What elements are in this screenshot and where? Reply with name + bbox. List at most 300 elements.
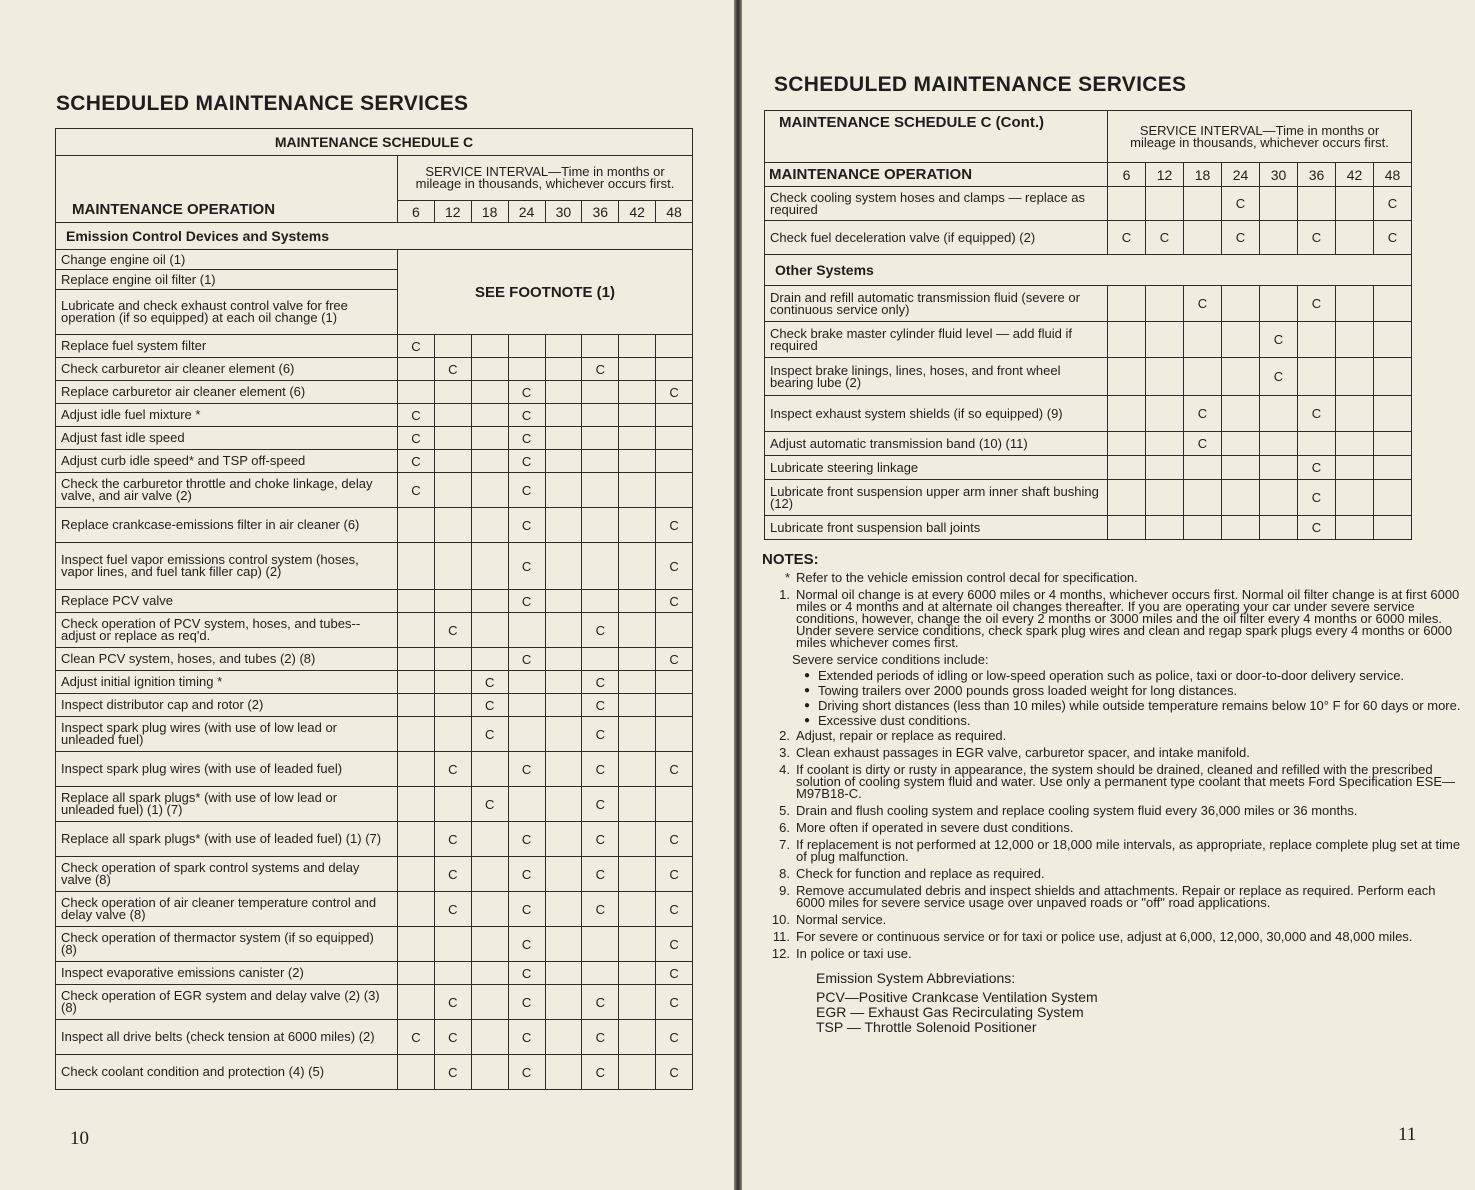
- service-cell: C: [582, 787, 619, 822]
- note-text: Check for function and replace as required.: [796, 866, 1045, 881]
- table-row: [56, 358, 693, 381]
- service-cell: [619, 962, 656, 985]
- service-cell: [1374, 456, 1412, 480]
- service-cell: C: [1374, 187, 1412, 221]
- service-cell: [398, 892, 435, 927]
- abbreviation-item: TSP — Throttle Solenoid Positioner: [816, 1019, 1037, 1035]
- interval-12: 12: [434, 201, 471, 223]
- service-cell: C: [1260, 358, 1298, 396]
- interval-48: 48: [656, 201, 693, 223]
- service-cell: [619, 671, 656, 694]
- service-cell: C: [1298, 396, 1336, 432]
- table-row: [56, 822, 693, 857]
- service-cell: C: [398, 335, 435, 358]
- service-cell: [656, 694, 693, 717]
- service-cell: [619, 822, 656, 857]
- service-cell: [434, 381, 471, 404]
- page-number: 11: [1398, 1124, 1417, 1145]
- service-cell: [434, 927, 471, 962]
- table-row: [56, 892, 693, 927]
- service-cell: C: [656, 590, 693, 613]
- interval-12: 12: [1146, 163, 1184, 187]
- service-cell: [1374, 516, 1412, 540]
- table-row: [56, 927, 693, 962]
- service-cell: [545, 543, 582, 590]
- service-cell: [1222, 432, 1260, 456]
- service-cell: [1260, 221, 1298, 255]
- service-cell: C: [582, 892, 619, 927]
- operation-label: Check the carburetor throttle and choke linkage, delay valve, and air valve (2): [56, 473, 398, 508]
- bullet-icon: ●: [804, 670, 811, 681]
- service-cell: C: [508, 381, 545, 404]
- service-cell: [471, 543, 508, 590]
- service-cell: C: [1298, 516, 1336, 540]
- table-row: [56, 694, 693, 717]
- service-cell: [656, 450, 693, 473]
- interval-18: 18: [471, 201, 508, 223]
- table-row: [765, 221, 1412, 255]
- page-title: SCHEDULED MAINTENANCE SERVICES: [56, 92, 469, 115]
- table-row: [765, 187, 1412, 221]
- service-cell: [619, 543, 656, 590]
- service-cell: [471, 927, 508, 962]
- service-cell: [508, 787, 545, 822]
- service-cell: [619, 335, 656, 358]
- service-cell: [471, 962, 508, 985]
- service-cell: [582, 962, 619, 985]
- service-cell: [398, 694, 435, 717]
- service-cell: [1222, 286, 1260, 322]
- service-cell: [656, 358, 693, 381]
- note-marker: 5.: [779, 803, 790, 818]
- operation-label: Inspect exhaust system shields (if so equipped) (9): [765, 396, 1108, 432]
- operation-label: Adjust fast idle speed: [56, 427, 398, 450]
- service-cell: [1146, 480, 1184, 516]
- service-cell: C: [434, 892, 471, 927]
- service-cell: [1222, 358, 1260, 396]
- service-cell: C: [1298, 286, 1336, 322]
- service-cell: [582, 543, 619, 590]
- service-cell: [545, 404, 582, 427]
- table-row: [56, 1055, 693, 1090]
- note-marker: 10.: [771, 912, 790, 927]
- service-cell: [1260, 187, 1298, 221]
- note-marker: 1.: [779, 587, 790, 602]
- service-cell: [619, 473, 656, 508]
- service-cell: [1260, 432, 1298, 456]
- service-cell: [545, 335, 582, 358]
- service-cell: C: [508, 752, 545, 787]
- service-cell: [582, 450, 619, 473]
- operation-label: Check carburetor air cleaner element (6): [56, 358, 398, 381]
- severe-condition-text: Excessive dust conditions.: [818, 713, 971, 728]
- page-title: SCHEDULED MAINTENANCE SERVICES: [774, 73, 1187, 96]
- service-cell: [471, 857, 508, 892]
- service-cell: [1184, 187, 1222, 221]
- note-marker: 7.: [779, 837, 790, 852]
- service-cell: [545, 450, 582, 473]
- service-cell: C: [582, 1020, 619, 1055]
- table-row: [765, 322, 1412, 358]
- service-cell: C: [434, 358, 471, 381]
- service-cell: C: [508, 648, 545, 671]
- table-row: [56, 717, 693, 752]
- service-cell: [619, 1055, 656, 1090]
- service-cell: C: [1108, 221, 1146, 255]
- service-cell: C: [508, 985, 545, 1020]
- operation-label: Adjust initial ignition timing *: [56, 671, 398, 694]
- service-cell: [545, 427, 582, 450]
- maintenance-schedule-table-cont: [764, 110, 1412, 540]
- service-cell: C: [582, 613, 619, 648]
- service-cell: [619, 985, 656, 1020]
- service-cell: [508, 671, 545, 694]
- service-cell: [434, 543, 471, 590]
- service-cell: [1146, 516, 1184, 540]
- service-cell: [1374, 396, 1412, 432]
- operation-header: MAINTENANCE OPERATION: [56, 156, 398, 223]
- service-cell: [398, 717, 435, 752]
- service-cell: [1146, 322, 1184, 358]
- bullet-icon: ●: [804, 700, 811, 711]
- table-row: [56, 404, 693, 427]
- service-cell: [1108, 456, 1146, 480]
- note-marker: 4.: [779, 762, 790, 777]
- service-cell: [1146, 432, 1184, 456]
- operation-label: Replace PCV valve: [56, 590, 398, 613]
- service-cell: [1108, 432, 1146, 456]
- service-cell: [619, 648, 656, 671]
- note-item: [762, 730, 1462, 742]
- service-cell: C: [508, 822, 545, 857]
- service-cell: [545, 358, 582, 381]
- note-text: Remove accumulated debris and inspect shields and attachments. Repair or replace as required. Perform each 6000 miles for severe service usage over unpaved roads or "off" road applications.: [796, 883, 1436, 910]
- section-row: [765, 255, 1412, 286]
- note-item: [762, 747, 1462, 759]
- service-cell: C: [656, 822, 693, 857]
- service-cell: [619, 1020, 656, 1055]
- service-cell: [545, 671, 582, 694]
- service-cell: C: [1222, 221, 1260, 255]
- service-cell: [1298, 358, 1336, 396]
- service-cell: [545, 508, 582, 543]
- note-text: Adjust, repair or replace as required.: [796, 728, 1007, 743]
- service-cell: [545, 985, 582, 1020]
- note-item: [762, 948, 1462, 960]
- note-item: [762, 589, 1462, 649]
- section-title: Emission Control Devices and Systems: [56, 223, 693, 250]
- service-cell: [398, 822, 435, 857]
- service-cell: [1298, 187, 1336, 221]
- severe-condition-item: [804, 700, 1462, 712]
- service-cell: [508, 358, 545, 381]
- operation-label: Check operation of air cleaner temperature control and delay valve (8): [56, 892, 398, 927]
- service-cell: [582, 508, 619, 543]
- service-cell: [1146, 187, 1184, 221]
- service-cell: [1336, 221, 1374, 255]
- table-row: [56, 962, 693, 985]
- maintenance-schedule-table: [55, 128, 693, 1090]
- table-row: [56, 1020, 693, 1055]
- page-number: 10: [70, 1128, 89, 1149]
- service-cell: [545, 694, 582, 717]
- service-cell: [1184, 456, 1222, 480]
- service-cell: C: [1222, 187, 1260, 221]
- service-cell: [398, 613, 435, 648]
- service-cell: C: [398, 450, 435, 473]
- service-cell: [434, 473, 471, 508]
- service-cell: C: [1146, 221, 1184, 255]
- service-cell: C: [471, 787, 508, 822]
- service-cell: [582, 590, 619, 613]
- service-cell: [656, 473, 693, 508]
- service-cell: [1336, 286, 1374, 322]
- service-cell: [508, 613, 545, 648]
- table-row: [56, 857, 693, 892]
- service-cell: C: [656, 1055, 693, 1090]
- table-row: [56, 381, 693, 404]
- service-cell: [434, 694, 471, 717]
- service-cell: [656, 404, 693, 427]
- note-marker: 11.: [772, 929, 790, 944]
- service-cell: C: [434, 613, 471, 648]
- note-marker: 8.: [779, 866, 790, 881]
- service-cell: C: [434, 752, 471, 787]
- service-cell: [398, 857, 435, 892]
- operation-label: Adjust curb idle speed* and TSP off-speed: [56, 450, 398, 473]
- operation-label: Check coolant condition and protection (4) (5): [56, 1055, 398, 1090]
- service-cell: [1184, 358, 1222, 396]
- service-cell: [398, 381, 435, 404]
- table-row: [765, 286, 1412, 322]
- note-item: [762, 885, 1462, 909]
- table-row: [56, 473, 693, 508]
- service-cell: [1108, 396, 1146, 432]
- service-cell: [1374, 322, 1412, 358]
- service-cell: [582, 335, 619, 358]
- operation-label: Lubricate and check exhaust control valve for free operation (if so equipped) at each oil change (1): [56, 290, 398, 335]
- note-item: [762, 868, 1462, 880]
- service-cell: C: [1298, 221, 1336, 255]
- service-cell: [619, 752, 656, 787]
- operation-label: Replace carburetor air cleaner element (6): [56, 381, 398, 404]
- service-cell: C: [508, 543, 545, 590]
- severe-condition-text: Extended periods of idling or low-speed operation such as police, taxi or door-to-door delivery service.: [818, 668, 1405, 683]
- service-cell: [398, 590, 435, 613]
- service-cell: [619, 404, 656, 427]
- notes-title: NOTES:: [762, 551, 819, 568]
- service-cell: [582, 404, 619, 427]
- interval-36: 36: [582, 201, 619, 223]
- service-cell: C: [582, 822, 619, 857]
- service-cell: [471, 473, 508, 508]
- service-cell: C: [398, 473, 435, 508]
- table-row: [765, 516, 1412, 540]
- service-cell: [1260, 516, 1298, 540]
- table-row: [56, 787, 693, 822]
- service-cell: [471, 822, 508, 857]
- interval-24: 24: [1222, 163, 1260, 187]
- operation-label: Inspect distributor cap and rotor (2): [56, 694, 398, 717]
- service-cell: C: [508, 508, 545, 543]
- service-cell: C: [582, 358, 619, 381]
- service-cell: C: [656, 962, 693, 985]
- operation-label: Replace all spark plugs* (with use of leaded fuel) (1) (7): [56, 822, 398, 857]
- service-cell: [1374, 286, 1412, 322]
- service-cell: C: [508, 590, 545, 613]
- service-cell: [1146, 358, 1184, 396]
- service-cell: [1336, 432, 1374, 456]
- service-cell: [619, 717, 656, 752]
- service-cell: [545, 648, 582, 671]
- service-cell: [434, 962, 471, 985]
- service-cell: C: [471, 694, 508, 717]
- table-row: [765, 396, 1412, 432]
- service-cell: [1184, 480, 1222, 516]
- operation-label: Replace engine oil filter (1): [56, 270, 398, 290]
- service-cell: [434, 787, 471, 822]
- operation-label: Inspect spark plug wires (with use of low lead or unleaded fuel): [56, 717, 398, 752]
- service-cell: [619, 613, 656, 648]
- operation-label: Drain and refill automatic transmission fluid (severe or continuous service only): [765, 286, 1108, 322]
- note-marker: 3.: [779, 745, 790, 760]
- note-marker: 6.: [779, 820, 790, 835]
- service-cell: [1374, 432, 1412, 456]
- service-cell: [434, 450, 471, 473]
- service-cell: [434, 335, 471, 358]
- service-cell: [434, 404, 471, 427]
- service-cell: [1184, 221, 1222, 255]
- table-row: [56, 752, 693, 787]
- interval-header: SERVICE INTERVAL—Time in months or mileage in thousands, whichever occurs first.: [398, 156, 693, 201]
- service-cell: [398, 927, 435, 962]
- service-cell: [1222, 516, 1260, 540]
- service-cell: C: [508, 1020, 545, 1055]
- bullet-icon: ●: [804, 685, 811, 696]
- service-cell: [471, 613, 508, 648]
- table-row: [56, 508, 693, 543]
- table-row: [56, 671, 693, 694]
- note-item: [762, 805, 1462, 817]
- service-cell: C: [656, 752, 693, 787]
- service-cell: C: [656, 508, 693, 543]
- service-cell: C: [1184, 286, 1222, 322]
- table-row: [56, 335, 693, 358]
- operation-label: Inspect spark plug wires (with use of leaded fuel): [56, 752, 398, 787]
- service-cell: [545, 381, 582, 404]
- service-cell: [1108, 322, 1146, 358]
- table-row: [56, 450, 693, 473]
- service-cell: [1374, 358, 1412, 396]
- interval-24: 24: [508, 201, 545, 223]
- service-cell: C: [656, 857, 693, 892]
- service-cell: C: [508, 892, 545, 927]
- operation-label: Adjust idle fuel mixture *: [56, 404, 398, 427]
- table-row: [765, 480, 1412, 516]
- service-cell: C: [508, 857, 545, 892]
- service-cell: [1260, 396, 1298, 432]
- service-cell: C: [398, 404, 435, 427]
- service-cell: [398, 985, 435, 1020]
- operation-label: Clean PCV system, hoses, and tubes (2) (8): [56, 648, 398, 671]
- service-cell: [545, 613, 582, 648]
- note-item: [762, 822, 1462, 834]
- notes: [762, 551, 1462, 1035]
- severe-conditions-title: Severe service conditions include:: [792, 652, 989, 667]
- service-cell: [398, 1055, 435, 1090]
- service-cell: [471, 985, 508, 1020]
- service-cell: [545, 822, 582, 857]
- service-cell: [545, 787, 582, 822]
- service-cell: [656, 717, 693, 752]
- operation-label: Change engine oil (1): [56, 250, 398, 270]
- operation-label: Check operation of PCV system, hoses, and tubes--adjust or replace as req'd.: [56, 613, 398, 648]
- service-cell: [1260, 286, 1298, 322]
- table-row: [56, 543, 693, 590]
- service-cell: C: [434, 857, 471, 892]
- table-row: [56, 590, 693, 613]
- service-cell: [582, 648, 619, 671]
- table-row: [765, 456, 1412, 480]
- service-cell: [471, 427, 508, 450]
- service-cell: C: [434, 985, 471, 1020]
- service-cell: C: [508, 404, 545, 427]
- interval-30: 30: [1260, 163, 1298, 187]
- abbreviations-title: Emission System Abbreviations:: [816, 970, 1016, 986]
- service-cell: C: [582, 694, 619, 717]
- severe-condition-item: [804, 685, 1462, 697]
- see-footnote-label: SEE FOOTNOTE (1): [398, 250, 693, 335]
- service-cell: [545, 717, 582, 752]
- interval-30: 30: [545, 201, 582, 223]
- service-cell: [471, 648, 508, 671]
- service-cell: [1336, 480, 1374, 516]
- service-cell: [545, 857, 582, 892]
- severe-condition-item: [804, 670, 1462, 682]
- service-cell: [471, 358, 508, 381]
- service-cell: C: [508, 1055, 545, 1090]
- service-cell: C: [398, 1020, 435, 1055]
- abbreviation-item: PCV—Positive Crankcase Ventilation System: [816, 989, 1098, 1005]
- severe-condition-text: Towing trailers over 2000 pounds gross loaded weight for long distances.: [818, 683, 1238, 698]
- service-cell: [619, 358, 656, 381]
- note-text: Normal service.: [796, 912, 887, 927]
- service-cell: C: [434, 1020, 471, 1055]
- service-cell: [1298, 322, 1336, 358]
- service-cell: [1184, 322, 1222, 358]
- service-cell: [1184, 516, 1222, 540]
- service-cell: [1336, 456, 1374, 480]
- service-cell: [545, 927, 582, 962]
- service-cell: [545, 1020, 582, 1055]
- note-marker: 9.: [779, 883, 790, 898]
- service-cell: [1222, 456, 1260, 480]
- service-cell: [582, 473, 619, 508]
- service-cell: [619, 450, 656, 473]
- service-cell: [471, 450, 508, 473]
- service-cell: [1146, 396, 1184, 432]
- note-text: In police or taxi use.: [796, 946, 912, 961]
- note-text: If coolant is dirty or rusty in appearance, the system should be drained, cleaned and refilled with the prescribed solution of cooling system fluid and water. Use only a permanent type coolant that meets Ford Specification ESE—M97B18-C.: [796, 762, 1456, 801]
- service-cell: C: [656, 648, 693, 671]
- note-text: Drain and flush cooling system and replace cooling system fluid every 36,000 miles or 36 months.: [796, 803, 1358, 818]
- service-cell: C: [1260, 322, 1298, 358]
- service-cell: [471, 590, 508, 613]
- service-cell: [1108, 286, 1146, 322]
- severe-condition-text: Driving short distances (less than 10 miles) while outside temperature remains below 10° F for 60 days or more.: [818, 698, 1461, 713]
- service-cell: [545, 752, 582, 787]
- service-cell: [1336, 322, 1374, 358]
